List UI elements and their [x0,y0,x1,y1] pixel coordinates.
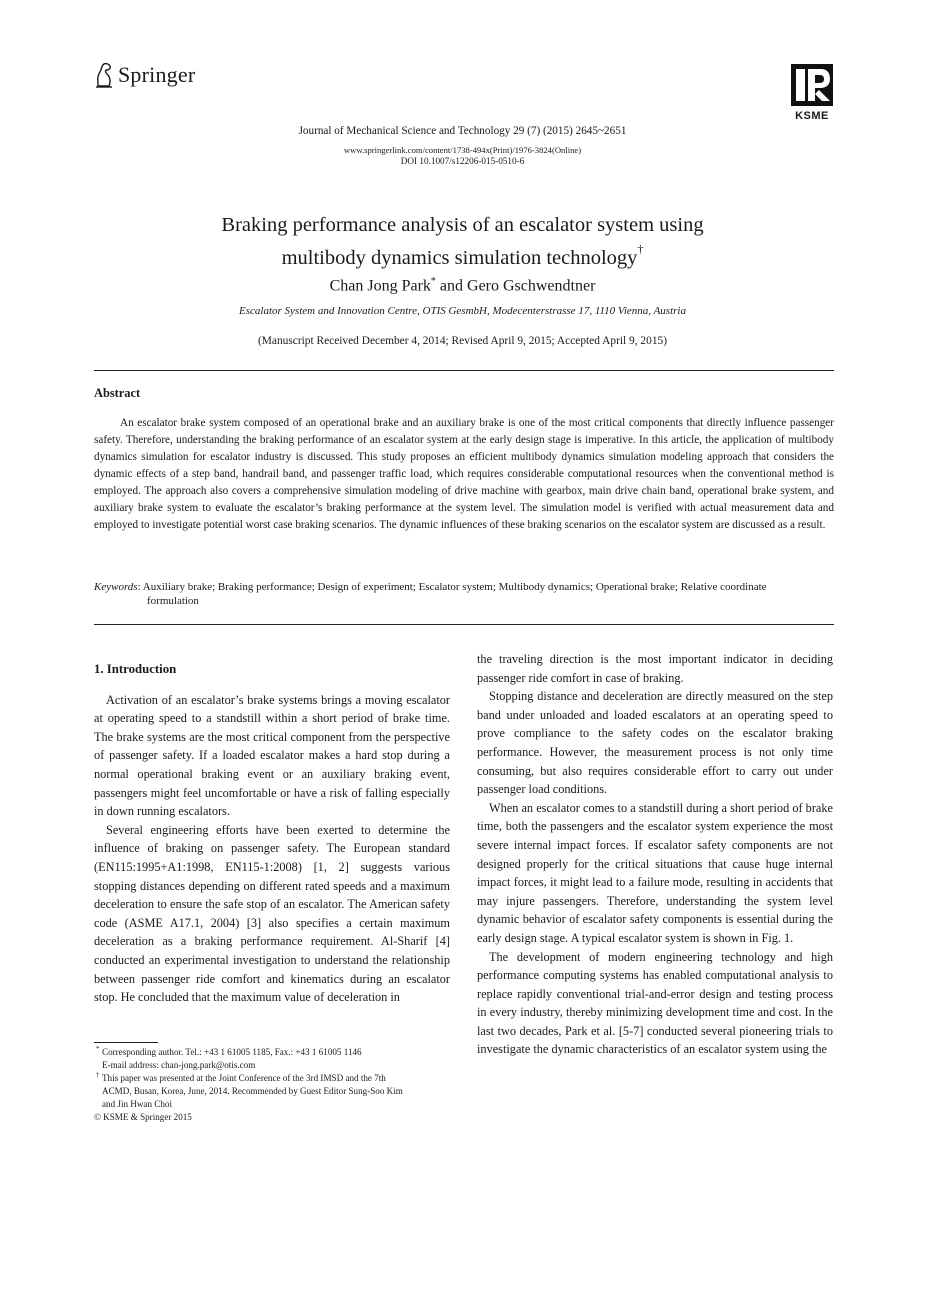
manuscript-dates: (Manuscript Received December 4, 2014; Revised April 9, 2015; Accepted April 9, 2015) [257,335,667,347]
right-column [477,650,833,1059]
footnote-line: E-mail address: chan-jong.park@otis.com [102,1060,256,1070]
keywords-list-cont: formulation [147,595,199,607]
body-paragraph: When an escalator comes to a standstill during a short period of brake time, both the passengers and the escalator system experience the most severe internal impact forces. If escalator safety components are not designed properly for the critical situations that cause huge internal impact forces, it might lead to a failure mode, resulting in accidents that may injure passengers. Therefore, understanding the system level dynamic behavior of escalator safety components is essential during the early design stage. A typical escalator system is shown in Fig. 1. [477,800,833,945]
footnotes [94,1046,454,1124]
springer-horse-icon [94,62,114,88]
society-name: KSME [795,110,829,122]
left-column [94,660,450,1007]
journal-url: www.springerlink.com/content/1738-494x(Print)/1976-3824(Online) [343,145,582,155]
body-paragraph: The development of modern engineering technology and high performance computing systems has enabled computational analysis to replace rapidly conventional trial-and-error design and testing process in every industry, thereby minimizing development time and cost. In the last two decades, Park et al. [5-7] conducted several pioneering trials to investigate the dynamic characteristics of an escalator system using the [477,949,833,1057]
body-paragraph: the traveling direction is the most important indicator in deciding passenger ride comfort in case of braking. [477,652,833,685]
journal-citation: Journal of Mechanical Science and Technology 29 (7) (2015) 2645~2651 [298,125,627,137]
affiliation: Escalator System and Innovation Centre, OTIS GesmbH, Modecenterstrasse 17, 1110 Vienna, Austria [239,305,686,317]
body-paragraph: Stopping distance and deceleration are directly measured on the step band under unloaded and loaded escalators at an operating speed to prove compliance to the safety codes on the escalator braking performance. However, the measurement process is not only time consuming, but also requires considerable effort to carry out under passenger load conditions. [477,689,833,797]
ksme-logo [791,64,833,122]
footnote-divider [94,1042,158,1043]
body-paragraph: Activation of an escalator’s brake systems brings a moving escalator at operating speed to a standstill within a short period of brake time. The brake systems are the most critical component from the perspective of passenger safety. If a loaded escalator makes a hard stop during a normal operational braking event or an auxiliary braking event, passengers might feel uncomfortable or have a risk of falling especially in down running escalators. [94,692,450,819]
bottom-divider [94,624,834,625]
keywords [94,580,834,608]
paper-title [0,212,925,272]
doi: DOI 10.1007/s12206-015-0510-6 [400,156,525,166]
footnote-line: and Jin Hwan Choi [102,1099,172,1109]
title-footnote-mark: † [637,242,644,256]
title-line-2: multibody dynamics simulation technology [281,246,638,269]
top-divider [94,370,834,371]
publisher-name: Springer [118,62,196,87]
abstract-text: An escalator brake system composed of an operational brake and an auxiliary brake is one of the most critical components that directly influence passenger safety. Therefore, understanding the braking performance of an escalator system at the early design stage is imperative. In this article, the application of multibody dynamics simulation for escalator industry is discussed. This study proposes an efficient multibody dynamics simulation modeling approach that considers the dynamic effects of a step band, handrail band, and passenger traffic load, which requires considerable computational resources when the conventional method is employed. The approach also covers a comprehensive simulation modeling of drive machine with gearbox, main drive chain band, operational brake system, and auxiliary brake system to evaluate the escalator’s braking performance at the system level. The simulation model is verified with actual measurement data and employed to investigate potential worst case braking scenarios. The dynamic influences of these braking scenarios on the escalator system are discussed as a result. [94,417,834,531]
keywords-list: : Auxiliary brake; Braking performance; Design of experiment; Escalator system; Multibody dynamics; Operational brake; Relative coordinate [137,581,767,593]
author-1: Chan Jong Park [329,277,431,295]
keywords-label: Keywords [94,581,138,593]
section-heading: 1. Introduction [94,662,177,676]
author-list [0,276,925,295]
footnote-corresponding [94,1046,454,1072]
copyright: © KSME & Springer 2015 [94,1112,192,1122]
footnote-line: Corresponding author. Tel.: +43 1 61005 1185, Fax.: +43 1 61005 1146 [102,1047,362,1057]
author-2: and Gero Gschwendtner [435,277,596,295]
title-line-1: Braking performance analysis of an escalator system using [221,214,704,236]
abstract-heading: Abstract [94,386,141,400]
body-paragraph: Several engineering efforts have been exerted to determine the influence of braking on passenger safety. The European standard (EN115:1995+A1:1998, EN115-1:2008) [1, 2] suggests various stopping distances depending on different rated speeds and a maximum deceleration to ensure the safe stop of an escalator. The American safety code (ASME A17.1, 2004) [3] also specifies a certain maximum deceleration as a braking performance requirement. Al-Sharif [4] conducted an experimental investigation to understand the relationship between passenger ride comfort and kinematics during an escalator stop. He concluded that the maximum value of deceleration in [94,822,450,1005]
footnote-conference [94,1072,454,1111]
corresponding-mark: * [430,276,436,287]
springer-logo [94,62,195,88]
footnote-mark: * [96,1045,100,1053]
footnote-mark: † [96,1071,100,1079]
footnote-line: This paper was presented at the Joint Conference of the 3rd IMSD and the 7th [102,1073,386,1083]
footnote-line: ACMD, Busan, Korea, June, 2014. Recommended by Guest Editor Sung-Soo Kim [102,1086,403,1096]
ksme-emblem-icon [791,64,833,106]
